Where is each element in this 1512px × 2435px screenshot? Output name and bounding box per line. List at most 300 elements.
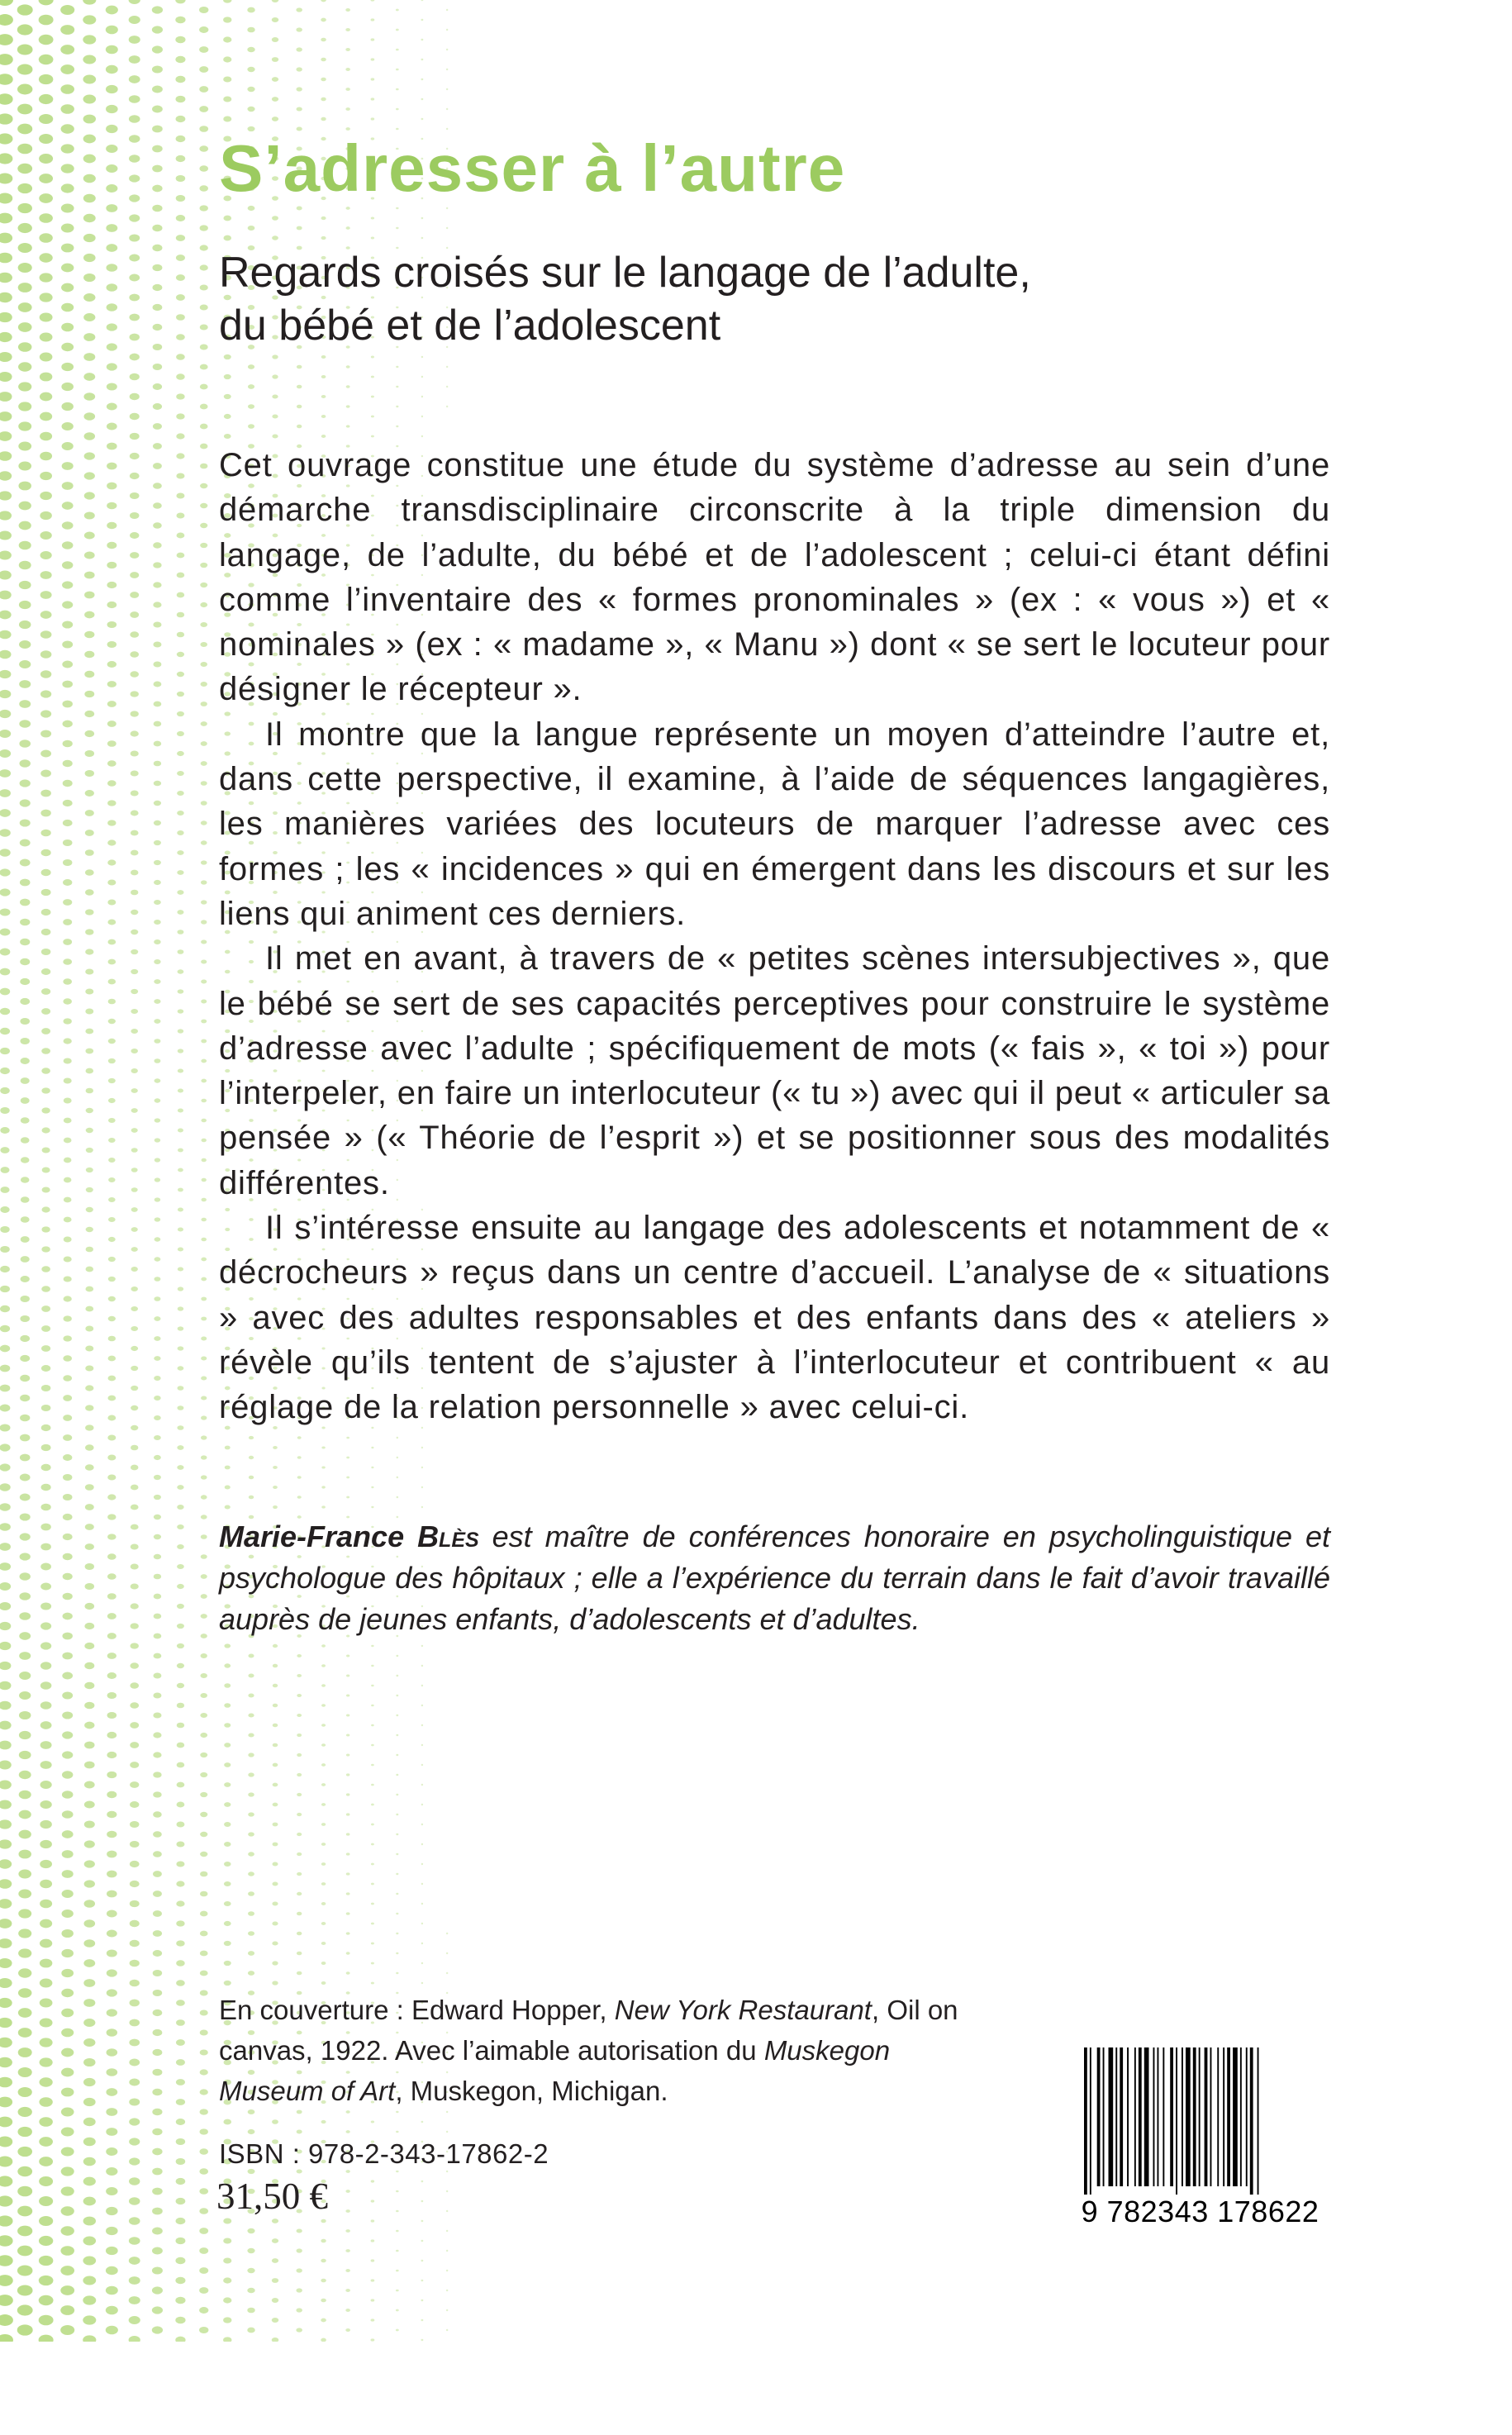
decorative-dot — [225, 1505, 231, 1510]
decorative-dot — [83, 2335, 96, 2342]
decorative-dot — [223, 2317, 231, 2323]
decorative-dot — [153, 2029, 163, 2036]
decorative-dot — [0, 1978, 12, 1988]
decorative-dot — [62, 1810, 74, 1819]
decorative-dot — [84, 1682, 94, 1689]
decorative-dot — [131, 1009, 138, 1014]
decorative-dot — [321, 1486, 325, 1488]
decorative-dot — [0, 611, 12, 620]
decorative-dot — [85, 849, 94, 856]
decorative-dot — [129, 234, 140, 241]
decorative-dot — [20, 1493, 31, 1500]
decorative-dot — [40, 2038, 53, 2047]
decorative-dot — [224, 1683, 231, 1687]
decorative-dot — [131, 1405, 138, 1410]
decorative-dot — [63, 1018, 71, 1024]
decorative-dot — [346, 226, 350, 230]
decorative-dot — [201, 1534, 207, 1539]
decorative-dot — [129, 95, 140, 103]
decorative-dot — [421, 2200, 424, 2202]
decorative-dot — [39, 233, 52, 243]
decorative-dot — [0, 1286, 10, 1292]
decorative-dot — [152, 245, 162, 251]
decorative-dot — [199, 2307, 208, 2314]
decorative-dot — [84, 531, 95, 539]
decorative-dot — [85, 909, 94, 915]
decorative-dot — [84, 1742, 94, 1749]
decorative-dot — [297, 1476, 302, 1479]
decorative-dot — [40, 1781, 51, 1789]
decorative-dot — [154, 1376, 160, 1381]
decorative-dot — [346, 2130, 350, 2133]
decorative-dot — [61, 2186, 74, 2195]
decorative-dot — [131, 1207, 138, 1212]
decorative-dot — [107, 681, 116, 687]
barcode-bar — [1090, 2047, 1091, 2195]
decorative-dot — [177, 1465, 183, 1470]
decorative-dot — [176, 235, 185, 241]
decorative-dot — [84, 1722, 94, 1729]
decorative-dot — [130, 651, 139, 657]
decorative-dot — [61, 224, 74, 233]
summary-paragraph: Il montre que la langue représente un moyen d’atteindre l’autre et, dans cette perspective, il examine, à l’aide de séquences langagières, les manières variées des locuteurs de marquer l’adresse avec ces formes ; les « incidences » qui en émergent dans les discours et sur les liens qui animent ces derniers. — [219, 716, 1330, 932]
decorative-dot — [19, 759, 30, 767]
decorative-dot — [371, 1883, 374, 1886]
decorative-dot — [248, 206, 255, 211]
decorative-dot — [297, 2248, 302, 2252]
decorative-dot — [154, 1415, 161, 1420]
decorative-dot — [421, 2260, 424, 2261]
decorative-dot — [129, 294, 140, 302]
decorative-dot — [421, 435, 423, 437]
decorative-dot — [20, 1296, 29, 1302]
decorative-dot — [346, 1833, 350, 1835]
decorative-dot — [0, 153, 12, 164]
decorative-dot — [0, 392, 12, 402]
book-title: S’adresser à l’autre — [219, 131, 846, 205]
decorative-dot — [154, 1554, 161, 1560]
decorative-dot — [84, 1603, 94, 1610]
decorative-dot — [396, 2329, 399, 2332]
decorative-dot — [107, 1772, 116, 1778]
decorative-dot — [371, 236, 374, 239]
decorative-dot — [60, 5, 74, 15]
decorative-dot — [63, 740, 73, 748]
decorative-dot — [40, 1681, 52, 1689]
decorative-dot — [0, 1523, 11, 1531]
decorative-dot — [176, 2059, 185, 2066]
decorative-dot — [0, 1325, 10, 1333]
decorative-dot — [152, 2228, 163, 2235]
decorative-dot — [321, 216, 326, 220]
decorative-dot — [421, 1883, 423, 1885]
decorative-dot — [296, 2308, 302, 2312]
decorative-dot — [153, 1950, 162, 1957]
decorative-dot — [83, 2138, 96, 2146]
decorative-dot — [107, 1949, 117, 1957]
decorative-dot — [249, 1496, 254, 1500]
decorative-dot — [106, 125, 117, 133]
decorative-dot — [107, 661, 116, 668]
decorative-dot — [199, 86, 208, 93]
decorative-dot — [62, 502, 74, 510]
decorative-dot — [152, 205, 162, 212]
decorative-dot — [0, 133, 12, 144]
decorative-dot — [200, 384, 208, 390]
decorative-dot — [154, 1574, 161, 1580]
decorative-dot — [446, 128, 448, 130]
decorative-dot — [131, 1029, 138, 1034]
decorative-dot — [39, 154, 53, 164]
decorative-dot — [63, 820, 73, 826]
decorative-dot — [176, 2099, 185, 2105]
decorative-dot — [83, 1939, 95, 1948]
decorative-dot — [40, 810, 50, 817]
decorative-dot — [41, 968, 50, 975]
decorative-dot — [297, 405, 302, 409]
decorative-dot — [130, 552, 139, 559]
decorative-dot — [152, 126, 163, 133]
decorative-dot — [199, 165, 208, 171]
decorative-dot — [200, 2109, 208, 2114]
decorative-dot — [446, 2190, 448, 2192]
decorative-dot — [152, 264, 162, 271]
decorative-dot — [60, 45, 74, 55]
decorative-dot — [446, 2250, 448, 2252]
decorative-dot — [224, 1663, 231, 1667]
decorative-dot — [64, 1118, 72, 1124]
decorative-dot — [272, 1921, 278, 1925]
decorative-dot — [107, 780, 116, 786]
decorative-dot — [131, 711, 139, 716]
decorative-dot — [396, 1754, 398, 1756]
decorative-dot — [177, 1743, 185, 1748]
decorative-dot — [201, 840, 207, 844]
decorative-dot — [296, 27, 302, 31]
decorative-dot — [130, 532, 139, 539]
decorative-dot — [60, 84, 74, 94]
decorative-dot — [106, 2108, 117, 2116]
decorative-dot — [63, 958, 72, 965]
decorative-dot — [200, 1951, 208, 1957]
barcode-bar — [1163, 2047, 1164, 2186]
decorative-dot — [177, 692, 184, 697]
decorative-dot — [446, 2210, 448, 2212]
decorative-dot — [40, 312, 53, 321]
decorative-dot — [85, 1424, 94, 1430]
decorative-dot — [19, 1810, 31, 1819]
decorative-dot — [62, 442, 74, 450]
decorative-dot — [39, 213, 53, 223]
decorative-dot — [200, 264, 208, 270]
decorative-dot — [152, 2109, 162, 2116]
decorative-dot — [345, 2190, 349, 2193]
decorative-dot — [0, 193, 12, 204]
decorative-dot — [0, 113, 13, 124]
barcode-bar — [1170, 2047, 1173, 2186]
decorative-dot — [176, 314, 185, 321]
decorative-dot — [0, 2077, 12, 2088]
decorative-dot — [421, 237, 424, 239]
decorative-dot — [41, 1405, 51, 1411]
decorative-dot — [200, 404, 208, 410]
decorative-dot — [154, 1019, 160, 1024]
decorative-dot — [153, 2049, 163, 2056]
decorative-dot — [177, 711, 184, 716]
decorative-dot — [155, 1217, 161, 1221]
decorative-dot — [18, 223, 32, 233]
decorative-dot — [346, 365, 350, 368]
decorative-dot — [201, 939, 207, 944]
decorative-dot — [421, 1486, 423, 1488]
decorative-dot — [61, 283, 74, 292]
decorative-dot — [20, 879, 31, 887]
decorative-dot — [40, 591, 52, 599]
decorative-dot — [200, 304, 208, 310]
decorative-dot — [177, 930, 183, 935]
decorative-dot — [86, 1068, 94, 1074]
decorative-dot — [446, 2111, 448, 2113]
decorative-dot — [129, 2078, 140, 2085]
decorative-dot — [0, 431, 12, 441]
decorative-dot — [446, 366, 448, 368]
decorative-dot — [177, 811, 184, 816]
decorative-dot — [177, 1723, 184, 1729]
decorative-dot — [40, 1721, 52, 1729]
decorative-dot — [297, 1714, 302, 1717]
decorative-dot — [64, 1256, 72, 1262]
decorative-dot — [41, 1345, 50, 1352]
decorative-dot — [199, 26, 208, 33]
decorative-dot — [0, 1859, 12, 1868]
decorative-dot — [175, 17, 185, 24]
decorative-dot — [175, 96, 185, 102]
decorative-dot — [223, 2297, 231, 2303]
decorative-dot — [176, 116, 186, 122]
decorative-dot — [61, 343, 74, 351]
decorative-dot — [371, 1843, 374, 1846]
decorative-dot — [41, 1226, 50, 1232]
decorative-dot — [18, 1948, 31, 1957]
decorative-dot — [200, 642, 207, 647]
decorative-dot — [107, 1831, 116, 1838]
decorative-dot — [40, 2057, 53, 2066]
decorative-dot — [200, 444, 207, 449]
decorative-dot — [153, 1990, 163, 1996]
decorative-dot — [201, 1258, 207, 1262]
decorative-dot — [273, 1803, 278, 1807]
decorative-dot — [0, 650, 11, 659]
decorative-dot — [18, 482, 31, 491]
decorative-dot — [107, 2028, 117, 2036]
decorative-dot — [83, 373, 95, 381]
decorative-dot — [248, 1931, 254, 1936]
decorative-dot — [108, 1376, 116, 1382]
decorative-dot — [19, 1592, 31, 1600]
decorative-dot — [345, 2209, 349, 2213]
decorative-dot — [248, 1713, 254, 1717]
decorative-dot — [176, 473, 184, 478]
decorative-dot — [40, 551, 51, 559]
decorative-dot — [176, 175, 186, 182]
decorative-dot — [41, 1325, 50, 1332]
decorative-dot — [0, 2295, 13, 2306]
decorative-dot — [249, 1654, 254, 1658]
decorative-dot — [61, 402, 73, 411]
decorative-dot — [129, 334, 139, 341]
decorative-dot — [297, 425, 302, 428]
decorative-dot — [273, 1823, 278, 1827]
decorative-dot — [201, 900, 207, 904]
decorative-dot — [154, 1515, 161, 1519]
museum-name: Muskegon Museum of Art — [219, 2035, 891, 2106]
decorative-dot — [247, 107, 254, 112]
decorative-dot — [85, 1464, 94, 1471]
decorative-dot — [61, 2206, 74, 2215]
decorative-dot — [83, 194, 96, 202]
decorative-dot — [41, 1305, 50, 1312]
decorative-dot — [19, 1632, 31, 1640]
decorative-dot — [0, 1958, 12, 1968]
decorative-dot — [371, 1744, 374, 1747]
decorative-dot — [63, 1355, 72, 1361]
decorative-dot — [60, 64, 74, 74]
decorative-dot — [106, 2068, 117, 2076]
decorative-dot — [107, 2009, 117, 2016]
decorative-dot — [61, 1969, 74, 1977]
decorative-dot — [107, 602, 116, 608]
decorative-dot — [223, 36, 231, 42]
decorative-dot — [178, 1366, 184, 1370]
decorative-dot — [152, 2168, 162, 2176]
decorative-dot — [272, 77, 278, 82]
decorative-dot — [131, 1366, 138, 1371]
decorative-dot — [129, 214, 140, 221]
decorative-dot — [248, 2129, 255, 2134]
decorative-dot — [200, 543, 207, 548]
decorative-dot — [321, 1862, 326, 1866]
decorative-dot — [446, 2171, 448, 2172]
decorative-dot — [40, 690, 51, 697]
decorative-dot — [177, 1485, 183, 1490]
decorative-dot — [20, 978, 30, 985]
decorative-dot — [107, 463, 117, 470]
decorative-dot — [421, 1982, 423, 1984]
decorative-dot — [18, 362, 31, 371]
decorative-dot — [0, 1938, 12, 1948]
decorative-dot — [177, 1425, 183, 1430]
decorative-dot — [85, 968, 93, 974]
decorative-dot — [83, 214, 96, 222]
decorative-dot — [201, 1119, 207, 1123]
decorative-dot — [154, 1356, 160, 1361]
decorative-dot — [371, 1943, 374, 1945]
decorative-dot — [152, 2286, 163, 2294]
decorative-dot — [85, 929, 93, 935]
decorative-dot — [19, 521, 31, 530]
decorative-dot — [176, 1920, 184, 1926]
decorative-dot — [129, 274, 140, 282]
decorative-dot — [421, 1447, 423, 1448]
decorative-dot — [0, 1899, 12, 1909]
decorative-dot — [0, 1147, 9, 1153]
decorative-dot — [41, 1424, 51, 1431]
decorative-dot — [131, 1425, 138, 1430]
decorative-dot — [155, 1158, 160, 1162]
decorative-dot — [61, 124, 74, 133]
decorative-dot — [0, 1107, 9, 1114]
decorative-dot — [272, 354, 278, 359]
decorative-dot — [107, 701, 116, 707]
decorative-dot — [129, 2276, 140, 2285]
decorative-dot — [83, 2276, 96, 2285]
decorative-dot — [83, 254, 96, 262]
decorative-dot — [153, 344, 163, 350]
decorative-dot — [83, 1979, 95, 1987]
decorative-dot — [20, 919, 30, 926]
decorative-dot — [0, 1345, 10, 1353]
decorative-dot — [62, 1850, 74, 1858]
decorative-dot — [39, 2256, 54, 2266]
decorative-dot — [41, 1107, 50, 1113]
decorative-dot — [224, 414, 231, 419]
decorative-dot — [345, 2309, 350, 2312]
decorative-dot — [131, 791, 139, 797]
decorative-dot — [84, 711, 94, 717]
decorative-dot — [421, 1923, 423, 1924]
decorative-dot — [321, 1962, 326, 1965]
decorative-dot — [200, 1792, 207, 1797]
decorative-dot — [0, 2255, 13, 2266]
decorative-dot — [21, 1077, 30, 1084]
decorative-dot — [40, 1860, 52, 1868]
decorative-dot — [201, 980, 207, 984]
decorative-dot — [154, 1336, 160, 1341]
decorative-dot — [41, 1484, 51, 1491]
decorative-dot — [0, 292, 12, 302]
decorative-dot — [155, 1197, 160, 1201]
decorative-dot — [131, 1583, 139, 1589]
decorative-dot — [129, 2118, 140, 2125]
decorative-dot — [421, 217, 424, 219]
decorative-dot — [346, 207, 350, 210]
decorative-dot — [20, 998, 30, 1005]
decorative-dot — [321, 1922, 326, 1925]
cover-credit-prefix: En couverture : Edward Hopper, — [219, 1995, 615, 2025]
decorative-dot — [321, 2219, 326, 2223]
decorative-dot — [202, 1198, 207, 1201]
decorative-dot — [18, 243, 32, 253]
decorative-dot — [177, 870, 183, 875]
decorative-dot — [421, 1506, 423, 1508]
decorative-dot — [86, 1247, 93, 1253]
decorative-dot — [0, 74, 13, 85]
summary-paragraph: Cet ouvrage constitue une étude du système d’adresse au sein d’une démarche transdisciplinaire circonscrite à la triple dimension du langage, de l’adulte, du bébé et de l’adolescent ; celui-ci étant défini comme l’inventaire des « formes pronominales » (ex : « vous ») et « nominales » (ex : « madame », « Manu ») dont « se sert le locuteur pour désigner le récepteur ». — [219, 447, 1330, 708]
decorative-dot — [83, 2019, 95, 2027]
isbn: ISBN : 978-2-343-17862-2 — [219, 2138, 549, 2169]
decorative-dot — [130, 1841, 140, 1848]
decorative-dot — [41, 1464, 51, 1471]
decorative-dot — [321, 2259, 326, 2263]
decorative-dot — [0, 511, 12, 520]
decorative-dot — [85, 1583, 94, 1590]
decorative-dot — [224, 354, 231, 359]
decorative-dot — [40, 730, 51, 737]
decorative-dot — [154, 801, 161, 806]
decorative-dot — [201, 1020, 207, 1024]
decorative-dot — [21, 1276, 30, 1282]
decorative-dot — [345, 2229, 349, 2233]
